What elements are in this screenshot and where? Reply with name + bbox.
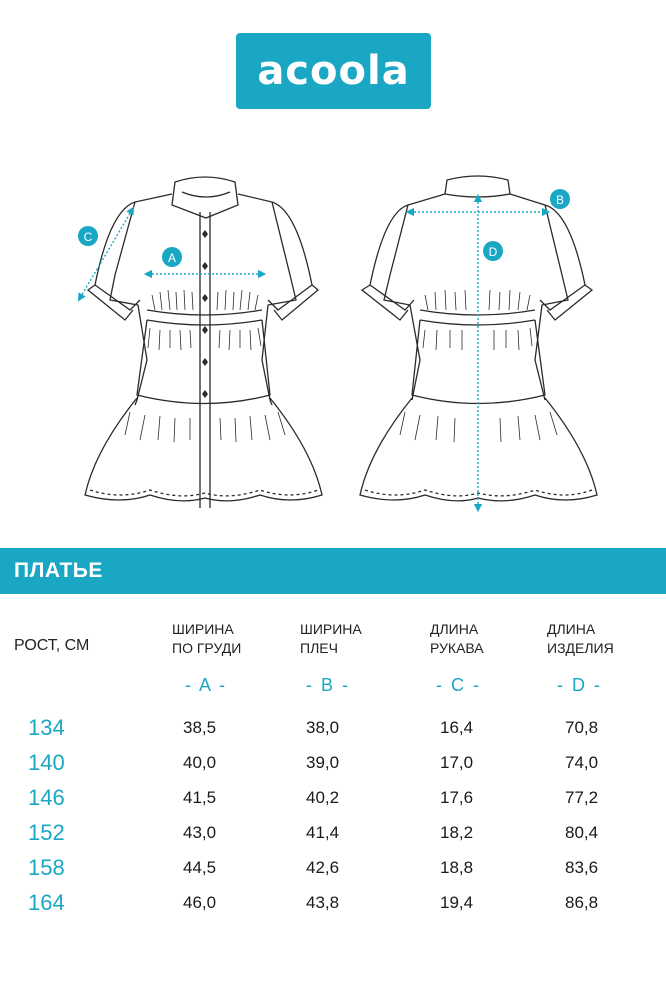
cell-chest: 46,0 (183, 893, 217, 912)
col-header-sleeve: ДЛИНА РУКАВА (430, 621, 484, 656)
cell-length: 80,4 (565, 823, 599, 842)
marker-a (162, 247, 182, 267)
cell-sleeve: 17,6 (440, 788, 474, 807)
cell-chest: 43,0 (183, 823, 217, 842)
marker-b (550, 189, 570, 209)
cell-sleeve: 17,0 (440, 753, 474, 772)
cell-shoulder: 42,6 (306, 858, 340, 877)
marker-d (483, 241, 503, 261)
cell-shoulder: 38,0 (306, 718, 340, 737)
col-header-length: ДЛИНА ИЗДЕЛИЯ (547, 621, 614, 656)
front-view (85, 177, 322, 508)
col-letter-d: - D - (557, 675, 602, 695)
cell-length: 70,8 (565, 718, 599, 737)
cell-chest: 44,5 (183, 858, 217, 877)
cell-length: 83,6 (565, 858, 599, 877)
col-header-shoulder: ШИРИНА ПЛЕЧ (300, 621, 362, 656)
row-size: 164 (28, 890, 65, 915)
brand-logo (236, 33, 431, 109)
product-banner (0, 548, 666, 594)
front-buttons (202, 230, 208, 398)
product-title: ПЛАТЬЕ (14, 559, 103, 582)
cell-length: 77,2 (565, 788, 599, 807)
svg-text:D: D (488, 245, 498, 259)
row-size: 140 (28, 750, 65, 775)
cell-shoulder: 39,0 (306, 753, 340, 772)
cell-length: 74,0 (565, 753, 599, 772)
cell-chest: 38,5 (183, 718, 217, 737)
svg-text:C: C (83, 230, 93, 244)
marker-c (78, 226, 98, 246)
row-size: 146 (28, 785, 65, 810)
svg-text:A: A (167, 251, 177, 265)
height-header: РОСТ, СМ (14, 637, 90, 654)
cell-sleeve: 19,4 (440, 893, 474, 912)
cell-chest: 40,0 (183, 753, 217, 772)
svg-text:B: B (555, 193, 565, 207)
row-size: 134 (28, 715, 65, 740)
row-size: 158 (28, 855, 65, 880)
cell-sleeve: 18,8 (440, 858, 474, 877)
dress-sketch (0, 150, 666, 530)
cell-shoulder: 43,8 (306, 893, 340, 912)
cell-chest: 41,5 (183, 788, 217, 807)
col-header-chest: ШИРИНА ПО ГРУДИ (172, 621, 242, 656)
col-letter-b: - B - (306, 675, 350, 695)
col-letter-a: - A - (185, 675, 228, 695)
row-size: 152 (28, 820, 65, 845)
logo-text: acoola (257, 48, 410, 94)
cell-shoulder: 40,2 (306, 788, 340, 807)
cell-sleeve: 16,4 (440, 718, 474, 737)
cell-length: 86,8 (565, 893, 599, 912)
cell-sleeve: 18,2 (440, 823, 474, 842)
measurement-lines (80, 198, 546, 508)
col-letter-c: - C - (436, 675, 481, 695)
cell-shoulder: 41,4 (306, 823, 340, 842)
